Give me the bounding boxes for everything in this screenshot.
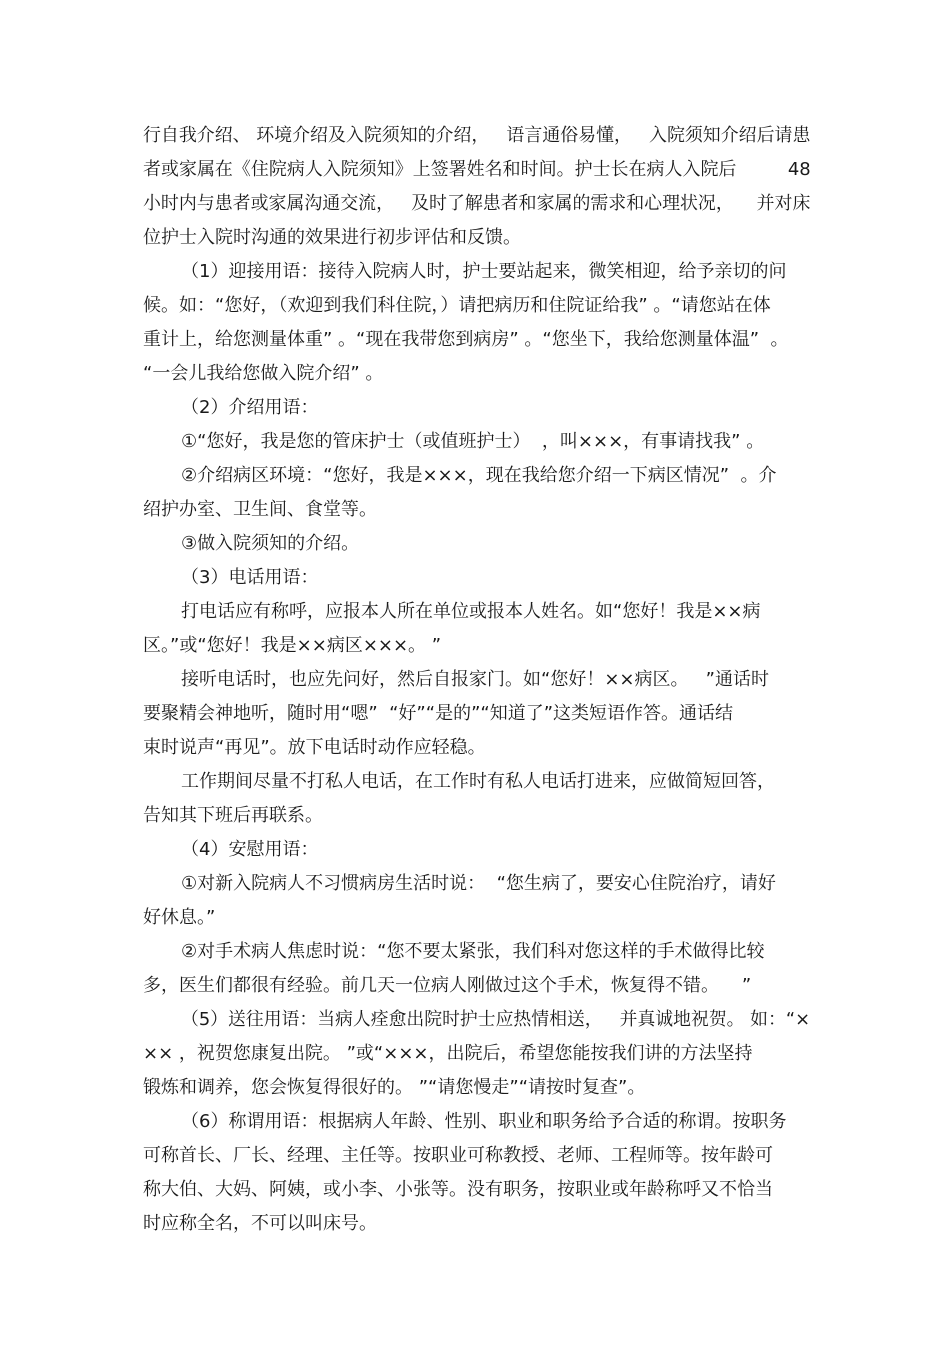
text-line: ②介绍病区环境：“您好，我是×××，现在我给您介绍一下病区情况” 。介: [181, 465, 777, 486]
text-line: 重计上，给您测量体重” 。“现在我带您到病房” 。“您坐下，我给您测量体温” 。: [143, 329, 789, 350]
text-line: 束时说声“再见”。放下电话时动作应轻稳。: [143, 737, 486, 758]
text-line: 小时内与患者或家属沟通交流， 及时了解患者和家属的需求和心理状况， 并对床: [143, 193, 811, 214]
text-line: 行自我介绍、 环境介绍及入院须知的介绍， 语言通俗易懂， 入院须知介绍后请患: [143, 125, 811, 146]
text-line: “一会儿我给您做入院介绍” 。: [143, 363, 384, 384]
section-heading: （4）安慰用语：: [181, 839, 319, 860]
text-line: （6）称谓用语：根据病人年龄、性别、职业和职务给予合适的称谓。按职务: [181, 1111, 787, 1132]
text-line: 可称首长、厂长、经理、主任等。按职业可称教授、老师、工程师等。按年龄可: [143, 1145, 773, 1166]
text-line: 区。”或“您好！我是××病区×××。 ”: [143, 635, 442, 656]
text-line: ③做入院须知的介绍。: [181, 533, 360, 554]
section-heading: （3）电话用语：: [181, 567, 319, 588]
text-line: ×× ，祝贺您康复出院。 ”或“×××，出院后，希望您能按我们讲的方法坚持: [143, 1043, 753, 1064]
text-line: ①“您好，我是您的管床护士（或值班护士） ，叫×××，有事请找我” 。: [181, 431, 765, 452]
text-line: 时应称全名，不可以叫床号。: [143, 1213, 377, 1234]
text-line: ②对手术病人焦虑时说：“您不要太紧张，我们科对您这样的手术做得比较: [181, 941, 765, 962]
text-line: 要聚精会神地听，随时用“嗯” “好”“是的”“知道了”这类短语作答。通话结: [143, 703, 734, 724]
text-line: 多，医生们都很有经验。前几天一位病人刚做过这个手术，恢复得不错。 ”: [143, 975, 752, 996]
text-line: 接听电话时，也应先问好，然后自报家门。如“您好！××病区。 ”通话时: [181, 669, 769, 690]
text-line: 位护士入院时沟通的效果进行初步评估和反馈。: [143, 227, 521, 248]
text-line: 打电话应有称呼，应报本人所在单位或报本人姓名。如“您好！我是××病: [181, 601, 761, 622]
text-line: （1）迎接用语：接待入院病人时，护士要站起来，微笑相迎，给予亲切的问: [181, 261, 787, 282]
text-line: 工作期间尽量不打私人电话，在工作时有私人电话打进来，应做简短回答，: [181, 771, 775, 792]
text-line: （5）送往用语：当病人痊愈出院时护士应热情相送， 并真诚地祝贺。 如：“×: [181, 1009, 811, 1030]
text-line: 候。如：“您好，（欢迎到我们科住院，）请把病历和住院证给我” 。“请您站在体: [143, 295, 771, 316]
text-line: ①对新入院病人不习惯病房生活时说： “您生病了，要安心住院治疗，请好: [181, 873, 776, 894]
text-line: 称大伯、大妈、阿姨，或小李、小张等。没有职务，按职业或年龄称呼又不恰当: [143, 1179, 773, 1200]
text-line: 锻炼和调养，您会恢复得很好的。 ”“请您慢走”“请按时复查”。: [143, 1077, 646, 1098]
text-line: 好休息。”: [143, 907, 216, 928]
section-heading: （2）介绍用语：: [181, 397, 319, 418]
text-line: 者或家属在《住院病人入院须知》上签署姓名和时间。护士长在病人入院后 48: [143, 159, 811, 180]
text-line: 绍护办室、卫生间、食堂等。: [143, 499, 377, 520]
text-line: 告知其下班后再联系。: [143, 805, 323, 826]
